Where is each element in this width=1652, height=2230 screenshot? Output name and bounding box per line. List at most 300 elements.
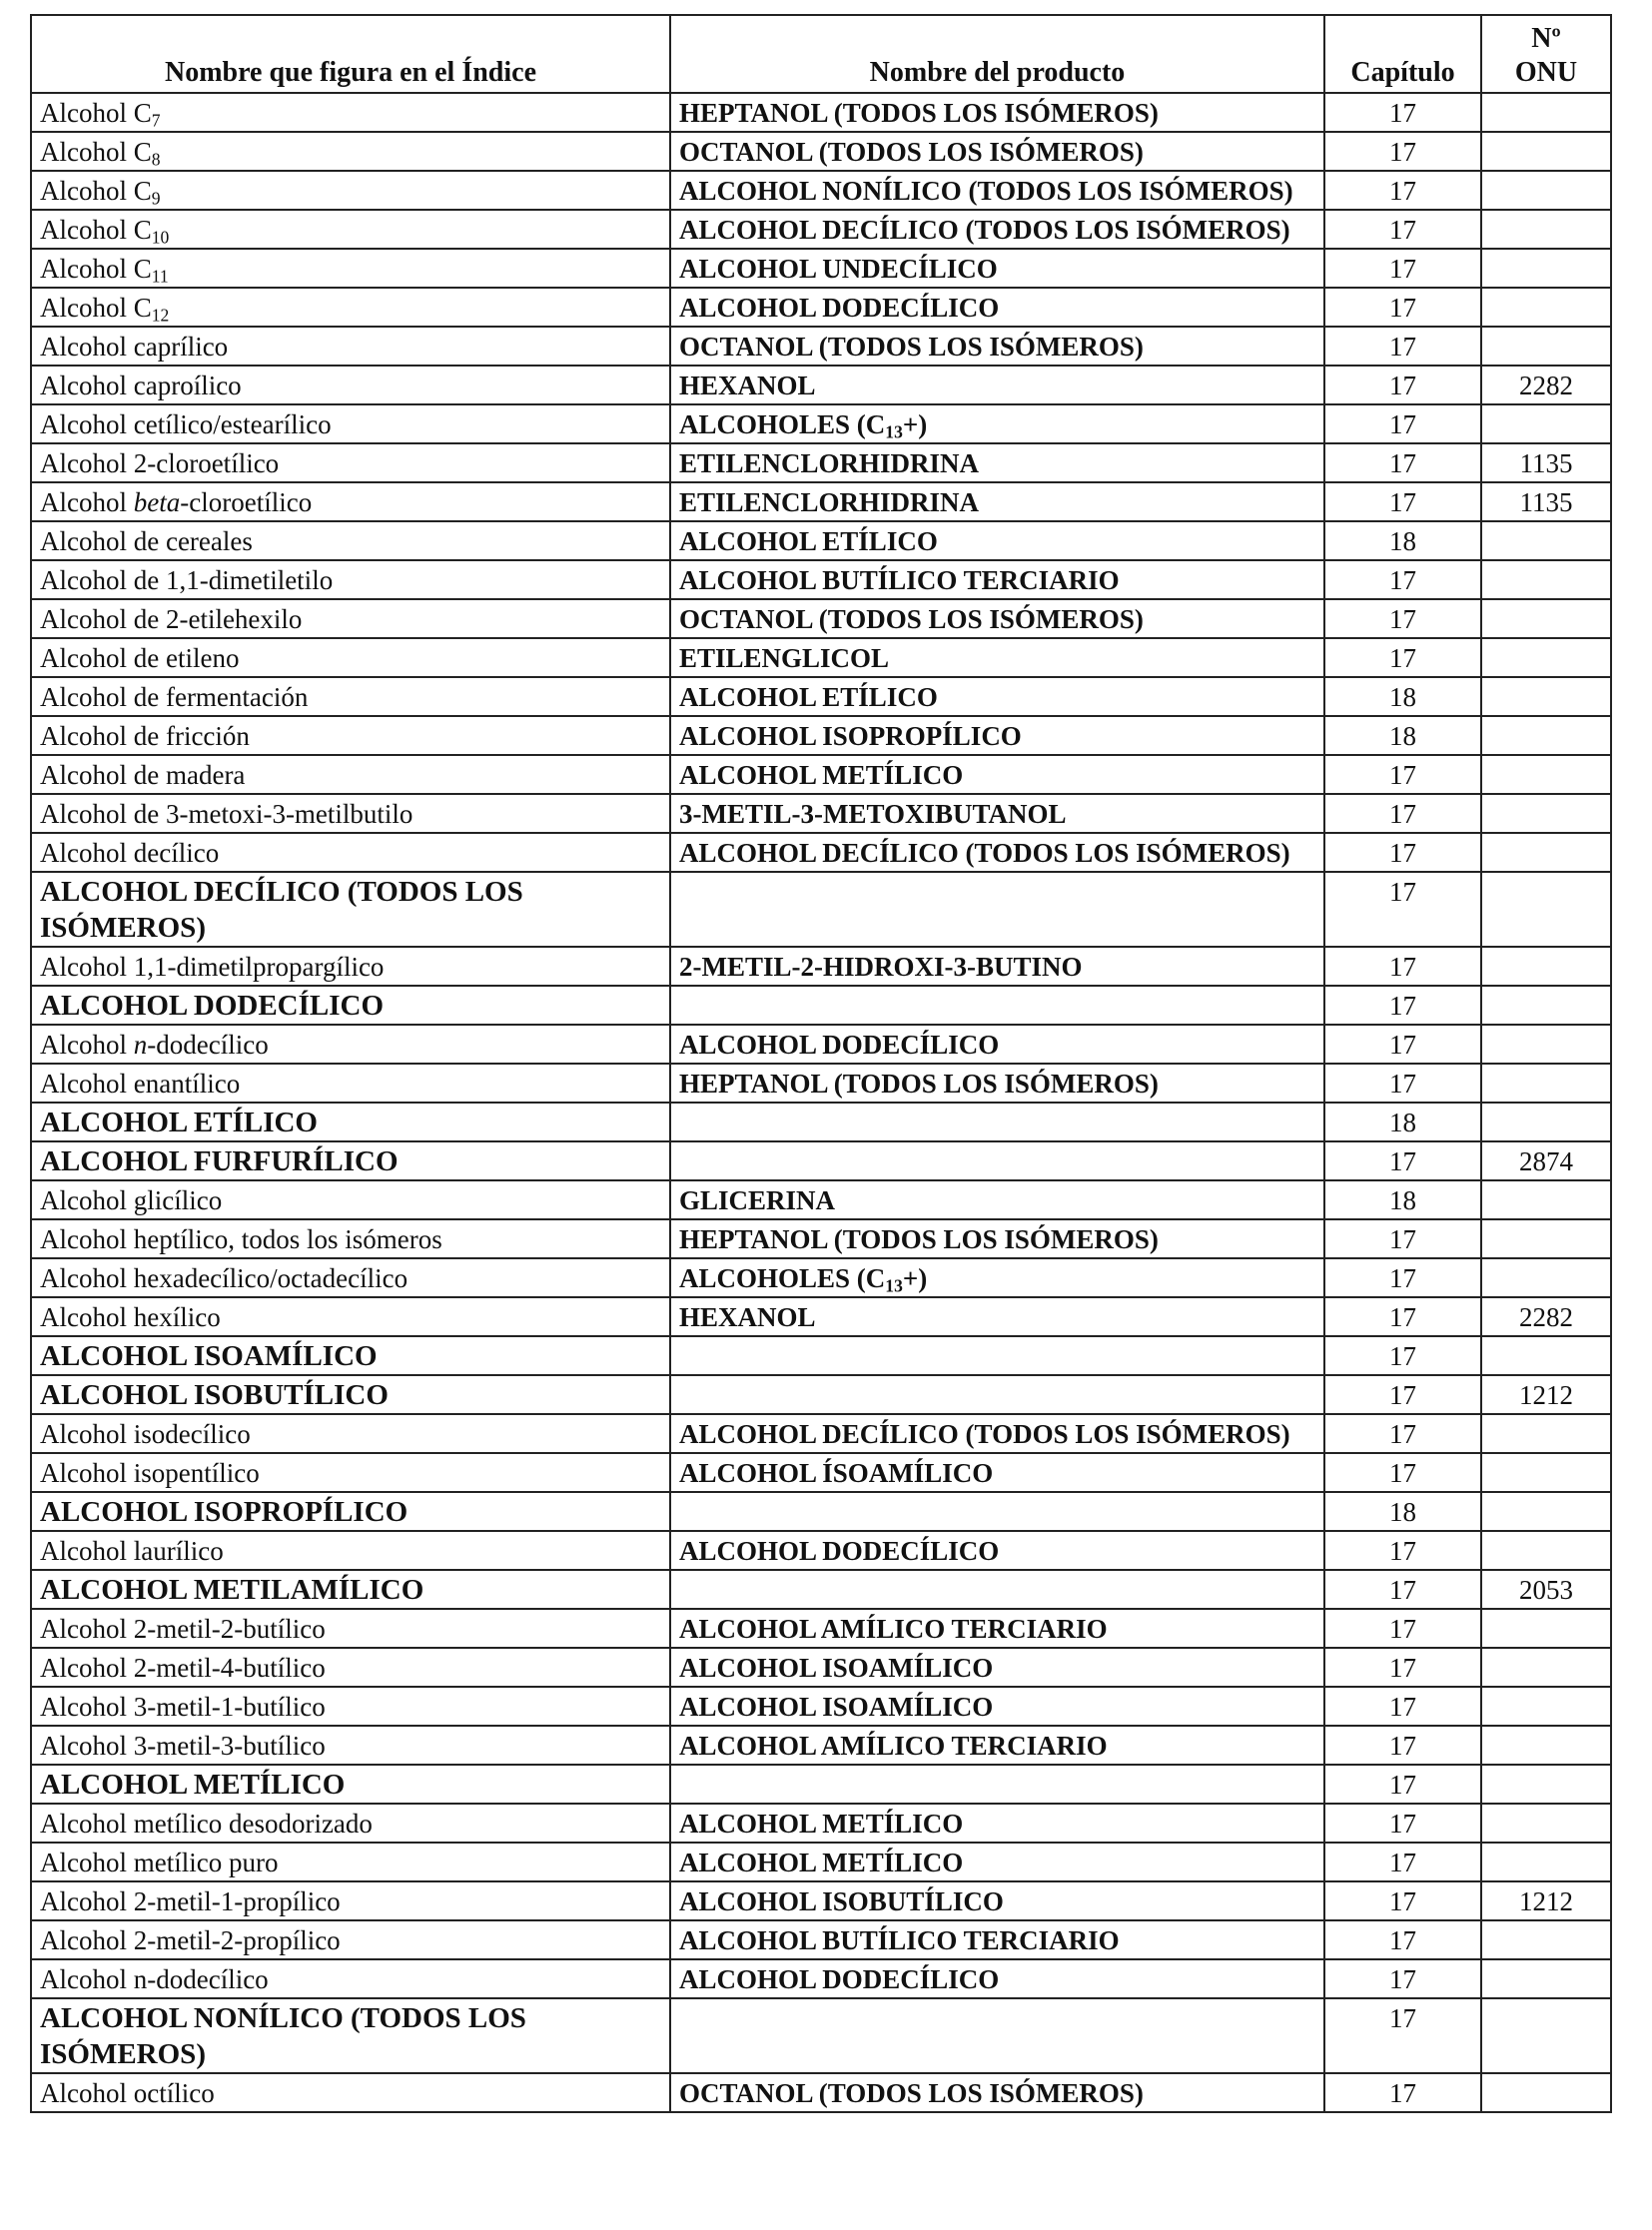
index-name-cell bbox=[31, 677, 670, 716]
table-row bbox=[31, 794, 1611, 833]
product-name-cell bbox=[670, 1025, 1324, 1064]
index-name-cell bbox=[31, 132, 670, 171]
product-name-text: ALCOHOL METÍLICO bbox=[679, 760, 964, 790]
index-name-cell bbox=[31, 1103, 670, 1141]
chapter-cell: 18 bbox=[1324, 716, 1481, 755]
index-name-text: Alcohol de fricción bbox=[40, 721, 250, 751]
product-name-cell bbox=[670, 404, 1324, 443]
table-row bbox=[31, 833, 1611, 872]
table-row bbox=[31, 1920, 1611, 1959]
table-row bbox=[31, 210, 1611, 249]
index-name-text: Alcohol 2-metil-4-butílico bbox=[40, 1653, 326, 1683]
product-name-text: HEXANOL bbox=[679, 1302, 816, 1332]
chapter-cell: 17 bbox=[1324, 1375, 1481, 1414]
product-name-cell bbox=[670, 1492, 1324, 1531]
index-name-cell bbox=[31, 1180, 670, 1219]
chapter-cell: 17 bbox=[1324, 1804, 1481, 1843]
table-row bbox=[31, 1492, 1611, 1531]
onu-number-cell bbox=[1481, 93, 1611, 132]
table-row bbox=[31, 1765, 1611, 1804]
index-name-cell bbox=[31, 1336, 670, 1375]
index-name-cell bbox=[31, 1687, 670, 1726]
product-name-cell bbox=[670, 171, 1324, 210]
index-name-text: ALCOHOL ISOBUTÍLICO bbox=[40, 1379, 389, 1411]
index-name-text: ALCOHOL DODECÍLICO bbox=[40, 990, 385, 1022]
chapter-cell: 17 bbox=[1324, 1064, 1481, 1103]
chapter-cell: 18 bbox=[1324, 1492, 1481, 1531]
index-name-cell bbox=[31, 794, 670, 833]
product-name-text: ALCOHOLES (C bbox=[679, 409, 886, 439]
onu-number-cell: 2053 bbox=[1481, 1570, 1611, 1609]
index-name-text: ALCOHOL FURFURÍLICO bbox=[40, 1145, 399, 1177]
index-name-cell bbox=[31, 1219, 670, 1258]
onu-number-cell bbox=[1481, 1765, 1611, 1804]
index-name-cell bbox=[31, 755, 670, 794]
product-name-text: ETILENCLORHIDRINA bbox=[679, 487, 980, 517]
index-name-cell bbox=[31, 1998, 670, 2073]
product-name-text: ALCOHOL ISOPROPÍLICO bbox=[679, 721, 1022, 751]
chapter-cell: 17 bbox=[1324, 872, 1481, 947]
index-name-text: Alcohol caproílico bbox=[40, 371, 242, 400]
table-row bbox=[31, 1453, 1611, 1492]
index-name-cell bbox=[31, 872, 670, 947]
table-row bbox=[31, 1843, 1611, 1881]
index-name-cell bbox=[31, 482, 670, 521]
table-row bbox=[31, 1025, 1611, 1064]
index-name-text: Alcohol caprílico bbox=[40, 332, 229, 362]
onu-number-cell bbox=[1481, 1843, 1611, 1881]
chapter-cell: 17 bbox=[1324, 288, 1481, 327]
table-body bbox=[31, 93, 1611, 2112]
index-name-cell bbox=[31, 1881, 670, 1920]
product-name-cell bbox=[670, 1414, 1324, 1453]
onu-number-cell: 1135 bbox=[1481, 443, 1611, 482]
index-name-cell bbox=[31, 327, 670, 366]
onu-number-cell bbox=[1481, 288, 1611, 327]
index-name-text: Alcohol 2-metil-1-propílico bbox=[40, 1886, 341, 1916]
product-name-cell bbox=[670, 947, 1324, 986]
table-row bbox=[31, 1375, 1611, 1414]
chapter-cell: 17 bbox=[1324, 1881, 1481, 1920]
index-name-cell bbox=[31, 171, 670, 210]
index-name-text: Alcohol 1,1-dimetilpropargílico bbox=[40, 952, 385, 982]
chapter-cell: 17 bbox=[1324, 327, 1481, 366]
table-row bbox=[31, 638, 1611, 677]
product-name-cell bbox=[670, 1103, 1324, 1141]
onu-number-cell bbox=[1481, 1687, 1611, 1726]
table-row bbox=[31, 716, 1611, 755]
table-row bbox=[31, 1297, 1611, 1336]
onu-number-cell bbox=[1481, 560, 1611, 599]
product-name-text: ALCOHOL AMÍLICO TERCIARIO bbox=[679, 1614, 1108, 1644]
index-name-cell bbox=[31, 986, 670, 1025]
table-row bbox=[31, 171, 1611, 210]
table-row bbox=[31, 1959, 1611, 1998]
index-name-cell bbox=[31, 716, 670, 755]
chapter-cell: 17 bbox=[1324, 1297, 1481, 1336]
index-name-text: Alcohol de madera bbox=[40, 760, 246, 790]
table-row bbox=[31, 1219, 1611, 1258]
product-name-cell bbox=[670, 599, 1324, 638]
product-name-cell bbox=[670, 1765, 1324, 1804]
header-row bbox=[31, 15, 1611, 93]
product-name-cell bbox=[670, 443, 1324, 482]
product-name-text: ALCOHOL DECÍLICO (TODOS LOS ISÓMEROS) bbox=[679, 1419, 1290, 1449]
product-name-text: ALCOHOL METÍLICO bbox=[679, 1848, 964, 1877]
table-row bbox=[31, 1258, 1611, 1297]
header-onu-line2: ONU bbox=[1514, 57, 1578, 88]
product-name-text: HEXANOL bbox=[679, 371, 816, 400]
index-name-cell bbox=[31, 1843, 670, 1881]
index-name-text: Alcohol de 3-metoxi-3-metilbutilo bbox=[40, 799, 413, 829]
chapter-cell: 17 bbox=[1324, 947, 1481, 986]
product-name-cell bbox=[670, 1881, 1324, 1920]
product-name-text: ALCOHOL DODECÍLICO bbox=[679, 1964, 1000, 1994]
product-name-cell bbox=[670, 2073, 1324, 2112]
index-name-cell bbox=[31, 599, 670, 638]
index-name-cell bbox=[31, 1959, 670, 1998]
table-row bbox=[31, 755, 1611, 794]
product-name-text: OCTANOL (TODOS LOS ISÓMEROS) bbox=[679, 332, 1144, 362]
index-name-text: Alcohol heptílico, todos los isómeros bbox=[40, 1224, 442, 1254]
product-name-cell bbox=[670, 872, 1324, 947]
product-name-text: ALCOHOL METÍLICO bbox=[679, 1809, 964, 1839]
product-name-text: ALCOHOL AMÍLICO TERCIARIO bbox=[679, 1731, 1108, 1761]
product-name-text: OCTANOL (TODOS LOS ISÓMEROS) bbox=[679, 137, 1144, 167]
product-name-cell bbox=[670, 1336, 1324, 1375]
index-name-cell bbox=[31, 1414, 670, 1453]
chapter-cell: 18 bbox=[1324, 1180, 1481, 1219]
table-row bbox=[31, 1531, 1611, 1570]
index-name-subscript: 12 bbox=[151, 305, 170, 326]
onu-number-cell bbox=[1481, 327, 1611, 366]
onu-number-cell bbox=[1481, 1103, 1611, 1141]
product-name-cell bbox=[670, 1570, 1324, 1609]
onu-number-cell bbox=[1481, 2073, 1611, 2112]
product-name-cell bbox=[670, 1453, 1324, 1492]
product-name-cell bbox=[670, 210, 1324, 249]
table-row bbox=[31, 249, 1611, 288]
chapter-cell: 17 bbox=[1324, 1025, 1481, 1064]
product-name-text: OCTANOL (TODOS LOS ISÓMEROS) bbox=[679, 2078, 1144, 2108]
index-name-text: Alcohol hexílico bbox=[40, 1302, 221, 1332]
table-row bbox=[31, 1804, 1611, 1843]
product-name-cell bbox=[670, 1920, 1324, 1959]
product-name-cell bbox=[670, 1180, 1324, 1219]
index-name-text: Alcohol n-dodecílico bbox=[40, 1964, 269, 1994]
product-name-cell bbox=[670, 560, 1324, 599]
chapter-cell: 17 bbox=[1324, 1726, 1481, 1765]
product-name-cell bbox=[670, 1219, 1324, 1258]
chapter-cell: 17 bbox=[1324, 599, 1481, 638]
onu-number-cell bbox=[1481, 986, 1611, 1025]
index-name-text: Alcohol C bbox=[40, 137, 152, 167]
product-name-text: ETILENCLORHIDRINA bbox=[679, 448, 980, 478]
table-row bbox=[31, 1687, 1611, 1726]
onu-number-cell bbox=[1481, 1336, 1611, 1375]
product-name-cell bbox=[670, 249, 1324, 288]
onu-number-cell bbox=[1481, 521, 1611, 560]
table-row bbox=[31, 443, 1611, 482]
index-name-cell bbox=[31, 1648, 670, 1687]
onu-number-cell bbox=[1481, 1804, 1611, 1843]
index-name-text: Alcohol C bbox=[40, 254, 152, 284]
index-name-cell bbox=[31, 947, 670, 986]
index-name-subscript: 7 bbox=[151, 110, 161, 131]
index-name-text: ALCOHOL DECÍLICO (TODOS LOS ISÓMEROS) bbox=[40, 876, 523, 944]
chapter-cell: 18 bbox=[1324, 677, 1481, 716]
chapter-cell: 17 bbox=[1324, 1648, 1481, 1687]
product-name-cell bbox=[670, 366, 1324, 404]
onu-number-cell bbox=[1481, 210, 1611, 249]
table-row bbox=[31, 599, 1611, 638]
product-name-cell bbox=[670, 1375, 1324, 1414]
table-row bbox=[31, 482, 1611, 521]
product-name-cell bbox=[670, 638, 1324, 677]
table-row bbox=[31, 1998, 1611, 2073]
product-name-tail: +) bbox=[902, 1263, 928, 1293]
product-name-text: ALCOHOL DODECÍLICO bbox=[679, 1030, 1000, 1060]
product-name-cell bbox=[670, 986, 1324, 1025]
onu-number-cell bbox=[1481, 249, 1611, 288]
product-name-cell bbox=[670, 327, 1324, 366]
chapter-cell: 17 bbox=[1324, 249, 1481, 288]
onu-number-cell bbox=[1481, 1531, 1611, 1570]
chapter-cell: 17 bbox=[1324, 755, 1481, 794]
product-name-cell bbox=[670, 1687, 1324, 1726]
index-name-cell bbox=[31, 1570, 670, 1609]
chapter-cell: 17 bbox=[1324, 833, 1481, 872]
product-name-text: ALCOHOLES (C bbox=[679, 1263, 886, 1293]
header-onu-line1: Nº bbox=[1531, 23, 1561, 54]
index-name-cell bbox=[31, 1531, 670, 1570]
product-name-cell bbox=[670, 521, 1324, 560]
index-name-cell bbox=[31, 249, 670, 288]
product-name-subscript: 13 bbox=[885, 1275, 903, 1296]
index-name-tail: -cloroetílico bbox=[180, 487, 313, 517]
onu-number-cell bbox=[1481, 716, 1611, 755]
product-name-text: HEPTANOL (TODOS LOS ISÓMEROS) bbox=[679, 1224, 1159, 1254]
onu-number-cell bbox=[1481, 947, 1611, 986]
index-name-cell bbox=[31, 1453, 670, 1492]
product-name-text: ALCOHOL ISOAMÍLICO bbox=[679, 1692, 994, 1722]
chapter-cell: 17 bbox=[1324, 1920, 1481, 1959]
onu-number-cell bbox=[1481, 1492, 1611, 1531]
product-name-text: ALCOHOL BUTÍLICO TERCIARIO bbox=[679, 1925, 1120, 1955]
index-name-text: Alcohol isopentílico bbox=[40, 1458, 260, 1488]
chapter-cell: 17 bbox=[1324, 1765, 1481, 1804]
index-name-text: Alcohol C bbox=[40, 293, 152, 323]
table-row bbox=[31, 132, 1611, 171]
product-name-cell bbox=[670, 132, 1324, 171]
product-name-cell bbox=[670, 1726, 1324, 1765]
index-name-cell bbox=[31, 288, 670, 327]
index-name-text: Alcohol metílico puro bbox=[40, 1848, 279, 1877]
product-name-text: ALCOHOL BUTÍLICO TERCIARIO bbox=[679, 565, 1120, 595]
product-name-cell bbox=[670, 755, 1324, 794]
chapter-cell: 17 bbox=[1324, 482, 1481, 521]
index-name-cell bbox=[31, 1920, 670, 1959]
table-row bbox=[31, 1570, 1611, 1609]
product-name-cell bbox=[670, 716, 1324, 755]
product-name-text: ALCOHOL ÍSOAMÍLICO bbox=[679, 1458, 994, 1488]
onu-number-cell bbox=[1481, 872, 1611, 947]
index-name-cell bbox=[31, 93, 670, 132]
header-name: Nombre que figura en el Índice bbox=[31, 15, 670, 93]
chapter-cell: 17 bbox=[1324, 404, 1481, 443]
index-name-text: Alcohol laurílico bbox=[40, 1536, 224, 1566]
onu-number-cell bbox=[1481, 1219, 1611, 1258]
product-name-cell bbox=[670, 1064, 1324, 1103]
table-row bbox=[31, 872, 1611, 947]
product-name-text: ALCOHOL DECÍLICO (TODOS LOS ISÓMEROS) bbox=[679, 215, 1290, 245]
product-name-text: 3-METIL-3-METOXIBUTANOL bbox=[679, 799, 1067, 829]
index-name-cell bbox=[31, 443, 670, 482]
product-name-cell bbox=[670, 1531, 1324, 1570]
product-name-text: HEPTANOL (TODOS LOS ISÓMEROS) bbox=[679, 1069, 1159, 1099]
index-name-cell bbox=[31, 1726, 670, 1765]
onu-number-cell bbox=[1481, 404, 1611, 443]
table-row bbox=[31, 1609, 1611, 1648]
chapter-cell: 17 bbox=[1324, 210, 1481, 249]
index-name-cell bbox=[31, 1609, 670, 1648]
product-name-text: HEPTANOL (TODOS LOS ISÓMEROS) bbox=[679, 98, 1159, 128]
chapter-cell: 17 bbox=[1324, 1141, 1481, 1180]
table-row bbox=[31, 1180, 1611, 1219]
onu-number-cell bbox=[1481, 132, 1611, 171]
chapter-cell: 17 bbox=[1324, 638, 1481, 677]
table-row bbox=[31, 1881, 1611, 1920]
onu-number-cell bbox=[1481, 833, 1611, 872]
index-name-text: Alcohol 2-cloroetílico bbox=[40, 448, 280, 478]
onu-number-cell: 2282 bbox=[1481, 1297, 1611, 1336]
chapter-cell: 17 bbox=[1324, 1531, 1481, 1570]
product-name-subscript: 13 bbox=[885, 421, 903, 442]
chapter-cell: 17 bbox=[1324, 1959, 1481, 1998]
index-name-text: ALCOHOL METÍLICO bbox=[40, 1769, 346, 1801]
chapter-cell: 17 bbox=[1324, 986, 1481, 1025]
index-name-cell bbox=[31, 1492, 670, 1531]
product-name-text: ALCOHOL ETÍLICO bbox=[679, 526, 938, 556]
chapter-cell: 17 bbox=[1324, 1336, 1481, 1375]
index-name-text: Alcohol C bbox=[40, 176, 152, 206]
index-name-cell bbox=[31, 1765, 670, 1804]
index-name-text: Alcohol cetílico/estearílico bbox=[40, 409, 332, 439]
chapter-cell: 17 bbox=[1324, 794, 1481, 833]
table-row bbox=[31, 93, 1611, 132]
chapter-cell: 17 bbox=[1324, 1998, 1481, 2073]
table-row bbox=[31, 1336, 1611, 1375]
index-name-cell bbox=[31, 521, 670, 560]
index-name-text: Alcohol C bbox=[40, 215, 152, 245]
index-name-subscript: 11 bbox=[151, 266, 169, 287]
index-name-subscript: 9 bbox=[151, 188, 161, 209]
index-name-cell bbox=[31, 1804, 670, 1843]
index-name-subscript: 10 bbox=[151, 227, 170, 248]
product-name-text: ALCOHOL ETÍLICO bbox=[679, 682, 938, 712]
onu-number-cell bbox=[1481, 1920, 1611, 1959]
table-row bbox=[31, 1141, 1611, 1180]
index-name-cell bbox=[31, 560, 670, 599]
index-name-text: ALCOHOL METILAMÍLICO bbox=[40, 1574, 424, 1606]
table-row bbox=[31, 2073, 1611, 2112]
product-name-cell bbox=[670, 93, 1324, 132]
product-name-text: ALCOHOL NONÍLICO (TODOS LOS ISÓMEROS) bbox=[679, 176, 1293, 206]
onu-number-cell bbox=[1481, 1609, 1611, 1648]
product-name-text: ALCOHOL UNDECÍLICO bbox=[679, 254, 998, 284]
index-name-text: Alcohol bbox=[40, 1030, 134, 1060]
product-name-cell bbox=[670, 1998, 1324, 2073]
onu-number-cell bbox=[1481, 1064, 1611, 1103]
index-name-text: Alcohol de 1,1-dimetiletilo bbox=[40, 565, 334, 595]
index-name-text: Alcohol glicílico bbox=[40, 1185, 223, 1215]
table-row bbox=[31, 1414, 1611, 1453]
table-row bbox=[31, 366, 1611, 404]
index-name-text: Alcohol isodecílico bbox=[40, 1419, 251, 1449]
product-name-text: OCTANOL (TODOS LOS ISÓMEROS) bbox=[679, 604, 1144, 634]
index-name-text: ALCOHOL ISOAMÍLICO bbox=[40, 1340, 378, 1372]
product-name-cell bbox=[670, 794, 1324, 833]
index-name-text: Alcohol bbox=[40, 487, 134, 517]
product-name-cell bbox=[670, 1258, 1324, 1297]
onu-number-cell bbox=[1481, 1414, 1611, 1453]
table-row bbox=[31, 1103, 1611, 1141]
chapter-cell: 17 bbox=[1324, 1570, 1481, 1609]
index-name-cell bbox=[31, 366, 670, 404]
product-name-text: ALCOHOL DODECÍLICO bbox=[679, 293, 1000, 323]
onu-number-cell bbox=[1481, 1453, 1611, 1492]
product-name-text: ALCOHOL ISOBUTÍLICO bbox=[679, 1886, 1004, 1916]
onu-number-cell bbox=[1481, 171, 1611, 210]
product-name-text: ALCOHOL DODECÍLICO bbox=[679, 1536, 1000, 1566]
table-row bbox=[31, 986, 1611, 1025]
onu-number-cell bbox=[1481, 1726, 1611, 1765]
index-name-text: Alcohol 3-metil-3-butílico bbox=[40, 1731, 326, 1761]
index-name-text: Alcohol 3-metil-1-butílico bbox=[40, 1692, 326, 1722]
onu-number-cell bbox=[1481, 1258, 1611, 1297]
index-name-text: Alcohol de fermentación bbox=[40, 682, 309, 712]
index-name-cell bbox=[31, 1141, 670, 1180]
onu-number-cell bbox=[1481, 677, 1611, 716]
chapter-cell: 18 bbox=[1324, 521, 1481, 560]
table-row bbox=[31, 677, 1611, 716]
product-name-cell bbox=[670, 1297, 1324, 1336]
index-name-text: ALCOHOL ISOPROPÍLICO bbox=[40, 1496, 409, 1528]
index-name-text: Alcohol octílico bbox=[40, 2078, 215, 2108]
index-name-text: Alcohol 2-metil-2-propílico bbox=[40, 1925, 341, 1955]
index-name-text: ALCOHOL ETÍLICO bbox=[40, 1107, 318, 1138]
index-name-cell bbox=[31, 1258, 670, 1297]
chapter-cell: 17 bbox=[1324, 560, 1481, 599]
onu-number-cell: 1135 bbox=[1481, 482, 1611, 521]
index-name-cell bbox=[31, 1064, 670, 1103]
index-name-cell bbox=[31, 404, 670, 443]
product-name-cell bbox=[670, 1804, 1324, 1843]
onu-number-cell bbox=[1481, 1025, 1611, 1064]
index-name-cell bbox=[31, 638, 670, 677]
table-row bbox=[31, 947, 1611, 986]
index-name-cell bbox=[31, 210, 670, 249]
chapter-cell: 17 bbox=[1324, 366, 1481, 404]
index-name-tail: -dodecílico bbox=[147, 1030, 269, 1060]
index-name-text: Alcohol metílico desodorizado bbox=[40, 1809, 373, 1839]
product-name-cell bbox=[670, 1843, 1324, 1881]
product-name-cell bbox=[670, 1141, 1324, 1180]
product-name-text: GLICERINA bbox=[679, 1185, 836, 1215]
table-row bbox=[31, 404, 1611, 443]
index-name-italic: beta bbox=[133, 487, 181, 517]
index-name-text: Alcohol de cereales bbox=[40, 526, 253, 556]
